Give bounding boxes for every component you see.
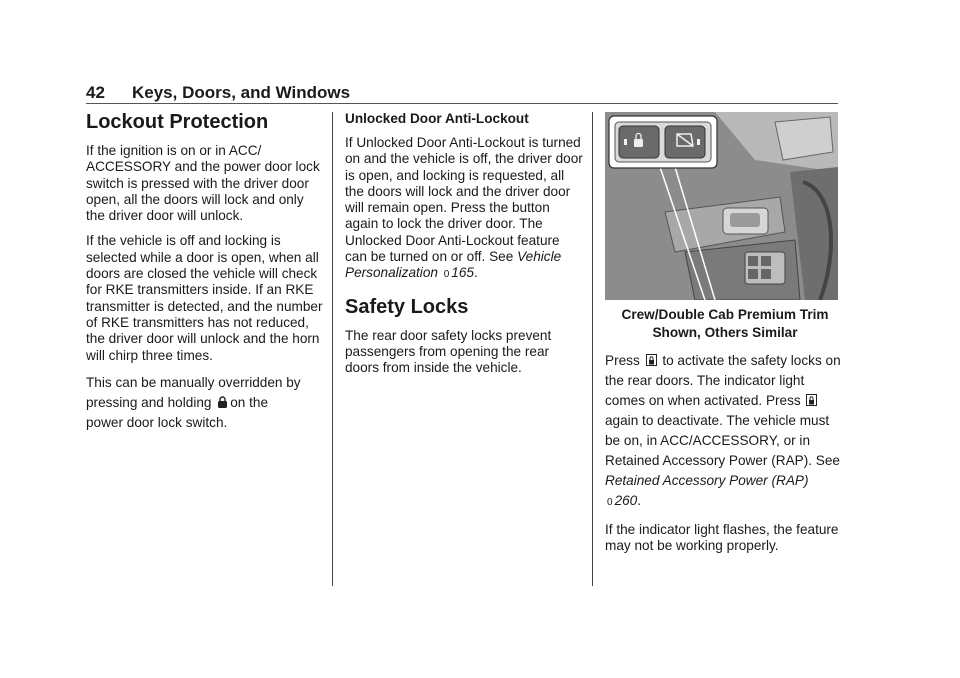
override-line-1: This can be manually overridden by (86, 374, 301, 390)
override-pre: pressing and holding (86, 394, 212, 410)
page-ref-260[interactable]: 260 (614, 493, 638, 508)
column-2 (345, 111, 585, 386)
indicator-flash-paragraph: If the indicator light flashes, the feature may not be working properly. (605, 522, 839, 554)
page-number: 42 (86, 83, 105, 102)
page-ref-arrow-2: 0 (607, 497, 613, 508)
vehicle-personalization-link[interactable]: Vehicle Personalization (345, 249, 562, 281)
column-divider-1 (332, 112, 333, 586)
page-header (86, 83, 350, 103)
section-title: Keys, Doors, and Windows (132, 83, 351, 102)
override-line-3: power door lock switch. (86, 414, 228, 430)
lockout-paragraph-2: If the vehicle is off and locking is selected while a door is open, when all doors are closed the vehicle will check for RKE transmitters inside. If an RKE transmitter is detected, and the number of RKE transmitters has not reduced, the driver door will unlock and the horn will chirp three times. (86, 233, 323, 363)
caption-line-2: Shown, Others Similar (652, 325, 798, 340)
anti-lockout-paragraph: If Unlocked Door Anti-Lockout is turned on and the vehicle is off, the driver door is open, and locking is requested, all the doors will lock and the driver door will remain open. Press the button again to lock the driver door. The Unlocked Door Anti-Lockout feature can be turned on or off. See Vehicle Personalization 0 165. (345, 135, 583, 281)
deactivate-text: again to deactivate. The vehicle must be on, in ACC/ACCESSORY, or in Retained Accessory Power (RAP). See (605, 413, 840, 468)
door-panel-illustration (605, 112, 838, 300)
column-divider-2 (592, 112, 593, 586)
lockout-paragraph-3 (86, 373, 326, 433)
activate-text: to activate the safety locks on the rear doors. The indicator light comes on when activated. Press (605, 353, 841, 408)
illustration-caption (605, 306, 845, 342)
anti-lockout-text: If Unlocked Door Anti-Lockout is turned on and the vehicle is off, the driver door is open, and locking is requested, all the doors will lock and the driver door will remain open. Press the button again to lock the driver door. The Unlocked Door Anti-Lockout feature can be turned on or off. See (345, 135, 583, 265)
rap-link[interactable]: Retained Accessory Power (RAP) (605, 473, 809, 488)
column-3 (605, 306, 845, 564)
anti-lockout-subheading: Unlocked Door Anti-Lockout (345, 111, 529, 126)
child-lock-icon (646, 354, 657, 366)
header-rule (86, 103, 838, 104)
page-ref-165[interactable]: 165 (451, 265, 474, 281)
lockout-protection-heading: Lockout Protection (86, 111, 269, 133)
column-1 (86, 111, 326, 442)
safety-locks-heading: Safety Locks (345, 295, 469, 318)
safety-lock-instructions: Press to activate the safety locks on the rear doors. The indicator light comes on when activated. Press again to deactivate. The vehicle must be on, in ACC/ACCESSORY, or in Retained Accessory Power (RAP). See Retained Accessory Power (RAP) 0 260. (605, 353, 841, 508)
lockout-paragraph-1: If the ignition is on or in ACC/ ACCESSORY and the power door lock switch is pressed with the driver door open, all the doors will lock and only the driver door will unlock. (86, 143, 320, 224)
press-text: Press (605, 353, 640, 368)
page-ref-arrow: 0 (443, 269, 450, 281)
safety-locks-paragraph: The rear door safety locks prevent passengers from opening the rear doors from inside the vehicle. (345, 327, 552, 376)
override-post: on the (230, 394, 269, 410)
child-lock-icon-2 (806, 394, 817, 406)
caption-line-1: Crew/Double Cab Premium Trim (621, 307, 829, 322)
lock-icon (217, 396, 228, 408)
